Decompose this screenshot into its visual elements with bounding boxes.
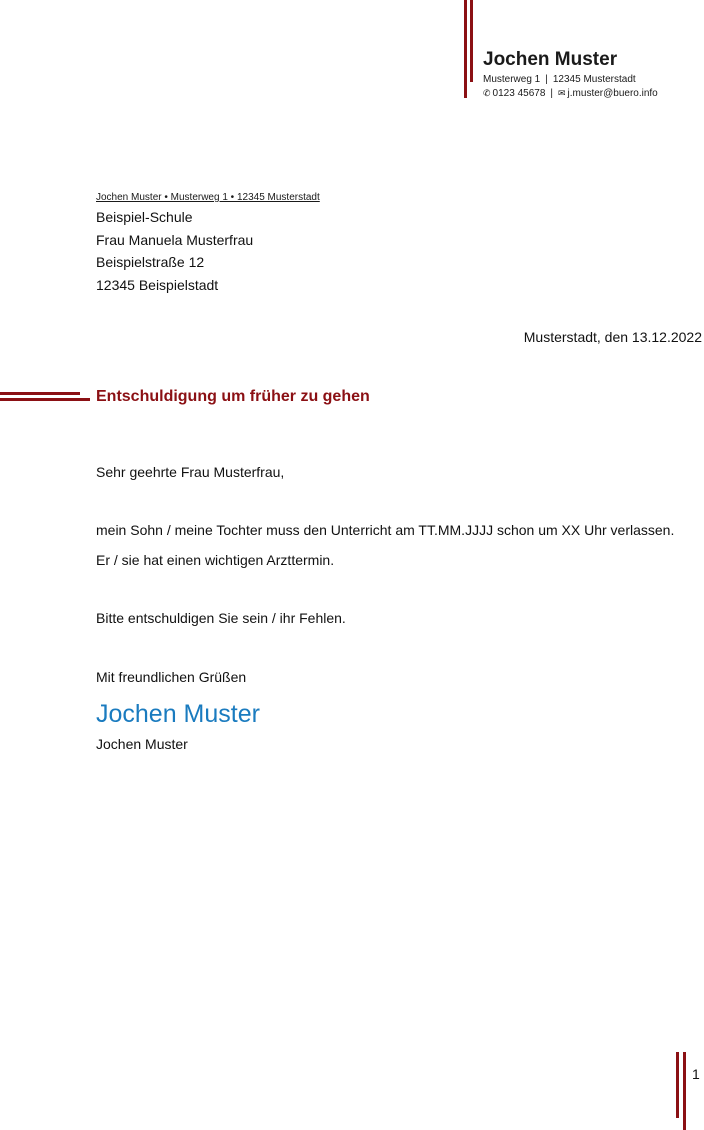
closing: Mit freundlichen Grüßen bbox=[96, 669, 247, 685]
envelope-icon: ✉ bbox=[558, 88, 566, 98]
body-line-2: Er / sie hat einen wichtigen Arzttermin. bbox=[96, 552, 335, 568]
signature-name: Jochen Muster bbox=[96, 736, 188, 752]
sender-contact bbox=[483, 88, 658, 99]
salutation: Sehr geehrte Frau Musterfrau, bbox=[96, 464, 285, 480]
signature: Jochen Muster bbox=[96, 700, 260, 728]
subject-accent-line-1 bbox=[0, 392, 80, 395]
recipient-line-3: Beispielstraße 12 bbox=[96, 254, 205, 270]
header-accent-line-1 bbox=[464, 0, 467, 98]
footer-accent-line-2 bbox=[683, 1052, 686, 1130]
header-accent-line-2 bbox=[470, 0, 473, 82]
separator: | bbox=[550, 88, 553, 99]
page-number: 1 bbox=[692, 1066, 700, 1082]
return-address-line: Jochen Muster • Musterweg 1 • 12345 Musterstadt bbox=[96, 192, 320, 203]
sender-email: j.muster@buero.info bbox=[567, 88, 658, 99]
subject-heading: Entschuldigung um früher zu gehen bbox=[96, 388, 370, 405]
recipient-line-2: Frau Manuela Musterfrau bbox=[96, 232, 254, 248]
sender-address bbox=[483, 74, 636, 85]
separator: | bbox=[545, 74, 548, 85]
sender-name: Jochen Muster bbox=[483, 49, 618, 70]
sender-street: Musterweg 1 bbox=[483, 74, 541, 85]
recipient-line-1: Beispiel-Schule bbox=[96, 209, 193, 225]
date-line: Musterstadt, den 13.12.2022 bbox=[523, 329, 702, 345]
footer-accent-line-1 bbox=[676, 1052, 679, 1118]
subject-accent-line-2 bbox=[0, 398, 90, 401]
body-line-1: mein Sohn / meine Tochter muss den Unterricht am TT.MM.JJJJ schon um XX Uhr verlassen. bbox=[96, 522, 675, 538]
phone-icon: ✆ bbox=[483, 88, 491, 98]
body-line-3: Bitte entschuldigen Sie sein / ihr Fehlen. bbox=[96, 610, 346, 626]
sender-phone: 0123 45678 bbox=[492, 88, 546, 99]
recipient-line-4: 12345 Beispielstadt bbox=[96, 277, 219, 293]
sender-city: 12345 Musterstadt bbox=[552, 74, 636, 85]
